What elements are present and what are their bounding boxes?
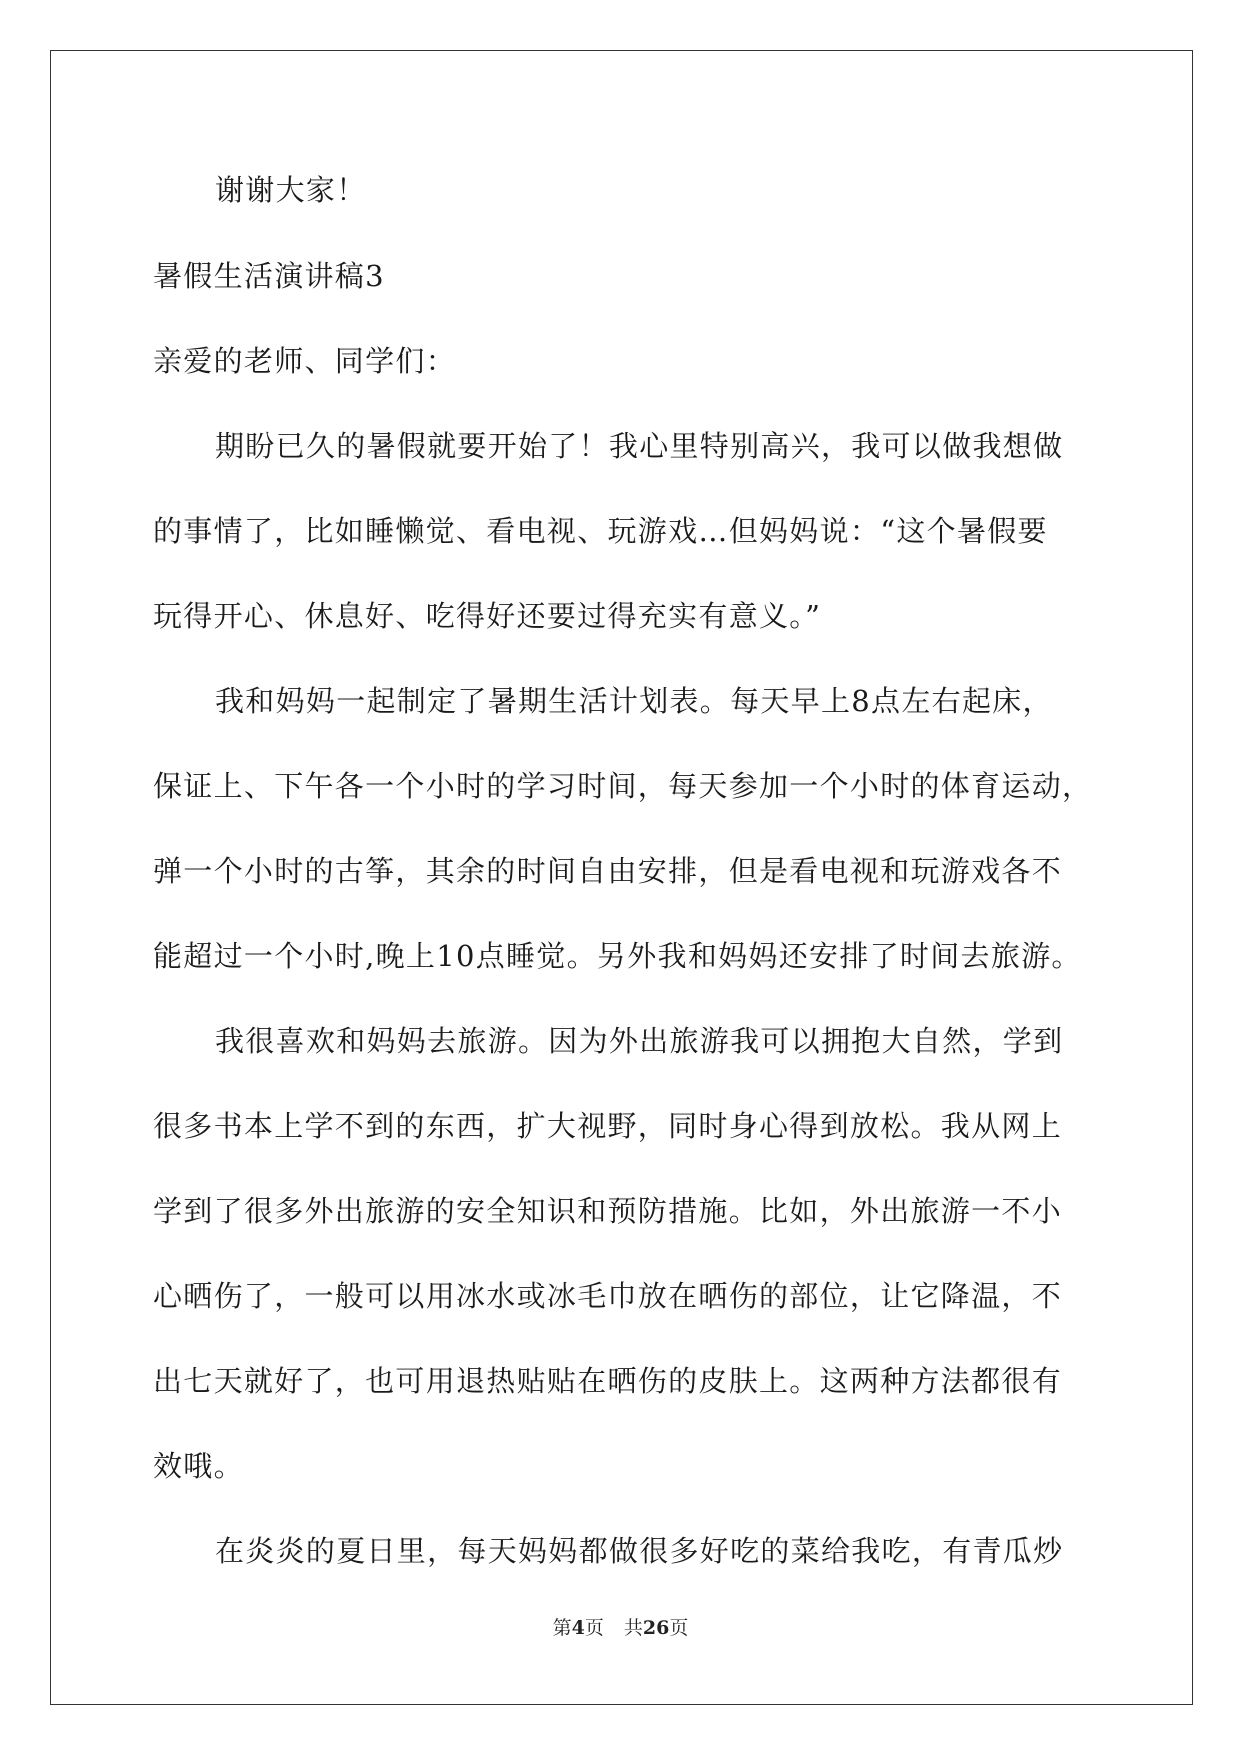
paragraph-line: 出七天就好了，也可用退热贴贴在晒伤的皮肤上。这两种方法都很有 — [153, 1364, 1063, 1398]
paragraph-line: 弹一个小时的古筝，其余的时间自由安排，但是看电视和玩游戏各不 — [153, 854, 1063, 888]
paragraph-line: 学到了很多外出旅游的安全知识和预防措施。比如，外出旅游一不小 — [153, 1194, 1063, 1228]
closing-line: 谢谢大家！ — [215, 173, 367, 207]
paragraph-line: 的事情了，比如睡懒觉、看电视、玩游戏…但妈妈说：“这个暑假要 — [153, 514, 1048, 548]
page-prefix: 第 — [552, 1617, 572, 1639]
paragraph-line: 很多书本上学不到的东西，扩大视野，同时身心得到放松。我从网上 — [153, 1109, 1063, 1143]
paragraph-line: 玩得开心、休息好、吃得好还要过得充实有意义。” — [153, 599, 822, 633]
total-pages: 26 — [642, 1617, 670, 1639]
page-number: 4 — [571, 1617, 585, 1639]
paragraph-line: 我很喜欢和妈妈去旅游。因为外出旅游我可以拥抱大自然，学到 — [215, 1024, 1064, 1058]
paragraph-line: 能超过一个小时,晚上10点睡觉。另外我和妈妈还安排了时间去旅游。 — [153, 939, 1082, 973]
page-suffix: 页 — [584, 1617, 604, 1639]
paragraph-line: 我和妈妈一起制定了暑期生活计划表。每天早上8点左右起床， — [215, 684, 1053, 718]
paragraph-line: 心晒伤了，一般可以用冰水或冰毛巾放在晒伤的部位，让它降温，不 — [153, 1279, 1063, 1313]
paragraph-line: 在炎炎的夏日里，每天妈妈都做很多好吃的菜给我吃，有青瓜炒 — [215, 1534, 1064, 1568]
total-prefix: 共 — [623, 1617, 643, 1639]
paragraph-line: 效哦。 — [153, 1449, 244, 1483]
total-suffix: 页 — [669, 1617, 689, 1639]
salutation: 亲爱的老师、同学们： — [153, 344, 457, 378]
section-title: 暑假生活演讲稿3 — [153, 259, 385, 293]
paragraph-line: 保证上、下午各一个小时的学习时间，每天参加一个小时的体育运动， — [153, 769, 1093, 803]
paragraph-line: 期盼已久的暑假就要开始了！我心里特别高兴，我可以做我想做 — [215, 429, 1064, 463]
page-footer — [0, 1616, 1241, 1640]
